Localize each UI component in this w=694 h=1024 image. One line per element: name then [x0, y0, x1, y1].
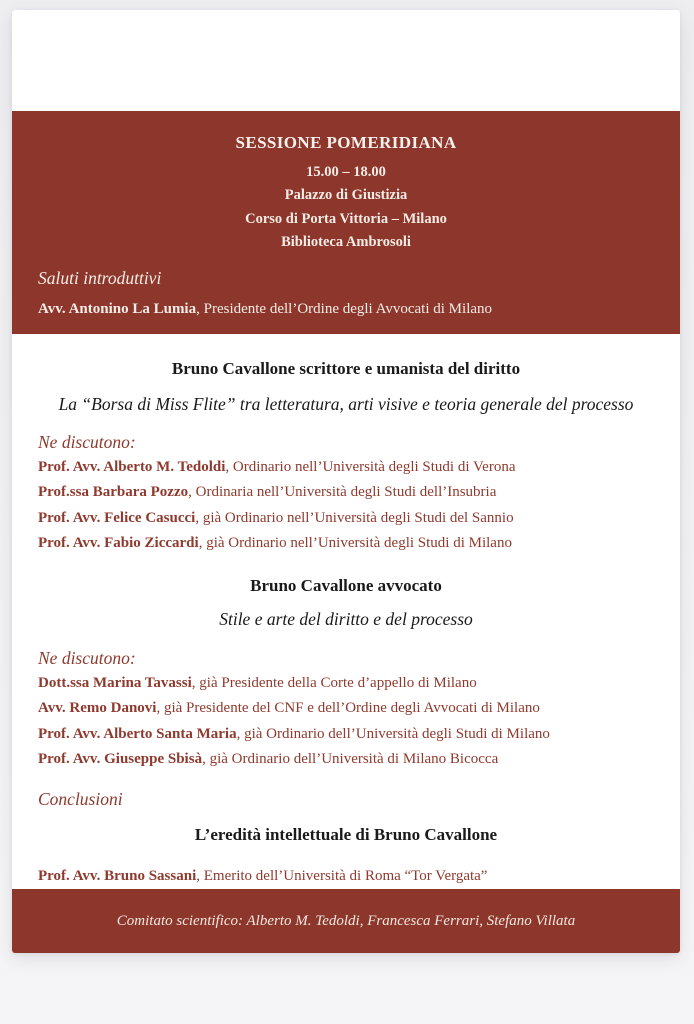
session-title: SESSIONE POMERIDIANA: [235, 132, 457, 152]
speaker-role: , Ordinario nell’Università degli Studi di Verona: [225, 458, 516, 475]
greeting-label: Saluti introduttivi: [38, 267, 162, 288]
speaker-role: , già Ordinario dell’Università degli Studi di Milano: [236, 725, 550, 742]
section-heading: Bruno Cavallone avvocato: [250, 575, 442, 595]
footer-band: [12, 889, 680, 953]
program-card: [12, 10, 680, 953]
speaker-line: [38, 506, 654, 532]
speaker-name: Prof. Avv. Fabio Ziccardi: [38, 535, 199, 552]
discussants-label: Ne discutono:: [38, 431, 136, 452]
section-subtitle: Stile e arte del diritto e del processo: [219, 608, 473, 629]
discussants-label: Ne discutono:: [38, 647, 136, 668]
speaker-name: Prof. Avv. Bruno Sassani: [38, 867, 197, 884]
speaker-role: , Emerito dell’Università di Roma “Tor Vergata”: [196, 867, 488, 884]
card-top-margin: [12, 10, 680, 111]
speaker-role: , già Ordinario dell’Università di Milano Bicocca: [202, 751, 499, 768]
speaker-name: Dott.ssa Marina Tavassi: [38, 674, 192, 691]
program-body: [12, 334, 680, 890]
session-time: 15.00 – 18.00: [306, 163, 386, 180]
speaker-line: [38, 696, 654, 722]
speaker-line: [38, 864, 654, 890]
speaker-name: Prof. Avv. Alberto M. Tedoldi: [38, 458, 226, 475]
speaker-role: , Presidente dell’Ordine degli Avvocati di Milano: [196, 300, 493, 317]
speaker-line: [38, 455, 654, 481]
speaker-line: [38, 480, 654, 506]
section-scrittore: [38, 359, 654, 557]
venue-address: Corso di Porta Vittoria – Milano: [245, 210, 447, 227]
header-band: [12, 111, 680, 334]
speaker-line: [38, 671, 654, 697]
speaker-name: Prof. Avv. Giuseppe Sbisà: [38, 751, 203, 768]
conclusions-title: L’eredità intellettuale di Bruno Cavallone: [194, 824, 498, 844]
conclusions-label: Conclusioni: [38, 788, 123, 809]
speaker-name: Prof. Avv. Felice Casucci: [38, 509, 196, 526]
section-avvocato: [38, 576, 654, 773]
greeting-speaker-line: [38, 301, 654, 318]
speaker-role: , già Presidente della Corte d’appello di Milano: [191, 674, 477, 691]
section-heading: Bruno Cavallone scrittore e umanista del diritto: [171, 358, 521, 378]
footer-text: Comitato scientifico: Alberto M. Tedoldi, Francesca Ferrari, Stefano Villata: [116, 912, 576, 929]
section-subtitle: La “Borsa di Miss Flite” tra letteratura, arti visive e teoria generale del processo: [58, 393, 634, 414]
speaker-name: Prof.ssa Barbara Pozzo: [38, 484, 189, 501]
section-conclusioni: [38, 789, 654, 890]
speaker-role: , già Ordinario nell’Università degli Studi di Milano: [198, 535, 512, 552]
venue-name: Palazzo di Giustizia: [284, 187, 408, 204]
venue-room: Biblioteca Ambrosoli: [281, 234, 411, 251]
speaker-line: [38, 722, 654, 748]
speaker-role: , Ordinaria nell’Università degli Studi dell’Insubria: [188, 484, 497, 501]
speaker-line: [38, 747, 654, 773]
speaker-role: , già Presidente del CNF e dell’Ordine degli Avvocati di Milano: [156, 700, 540, 717]
speaker-name: Avv. Antonino La Lumia: [38, 300, 197, 317]
speaker-role: , già Ordinario nell’Università degli Studi del Sannio: [195, 509, 514, 526]
speaker-name: Prof. Avv. Alberto Santa Maria: [38, 725, 237, 742]
speaker-line: [38, 531, 654, 557]
speaker-name: Avv. Remo Danovi: [38, 700, 157, 717]
